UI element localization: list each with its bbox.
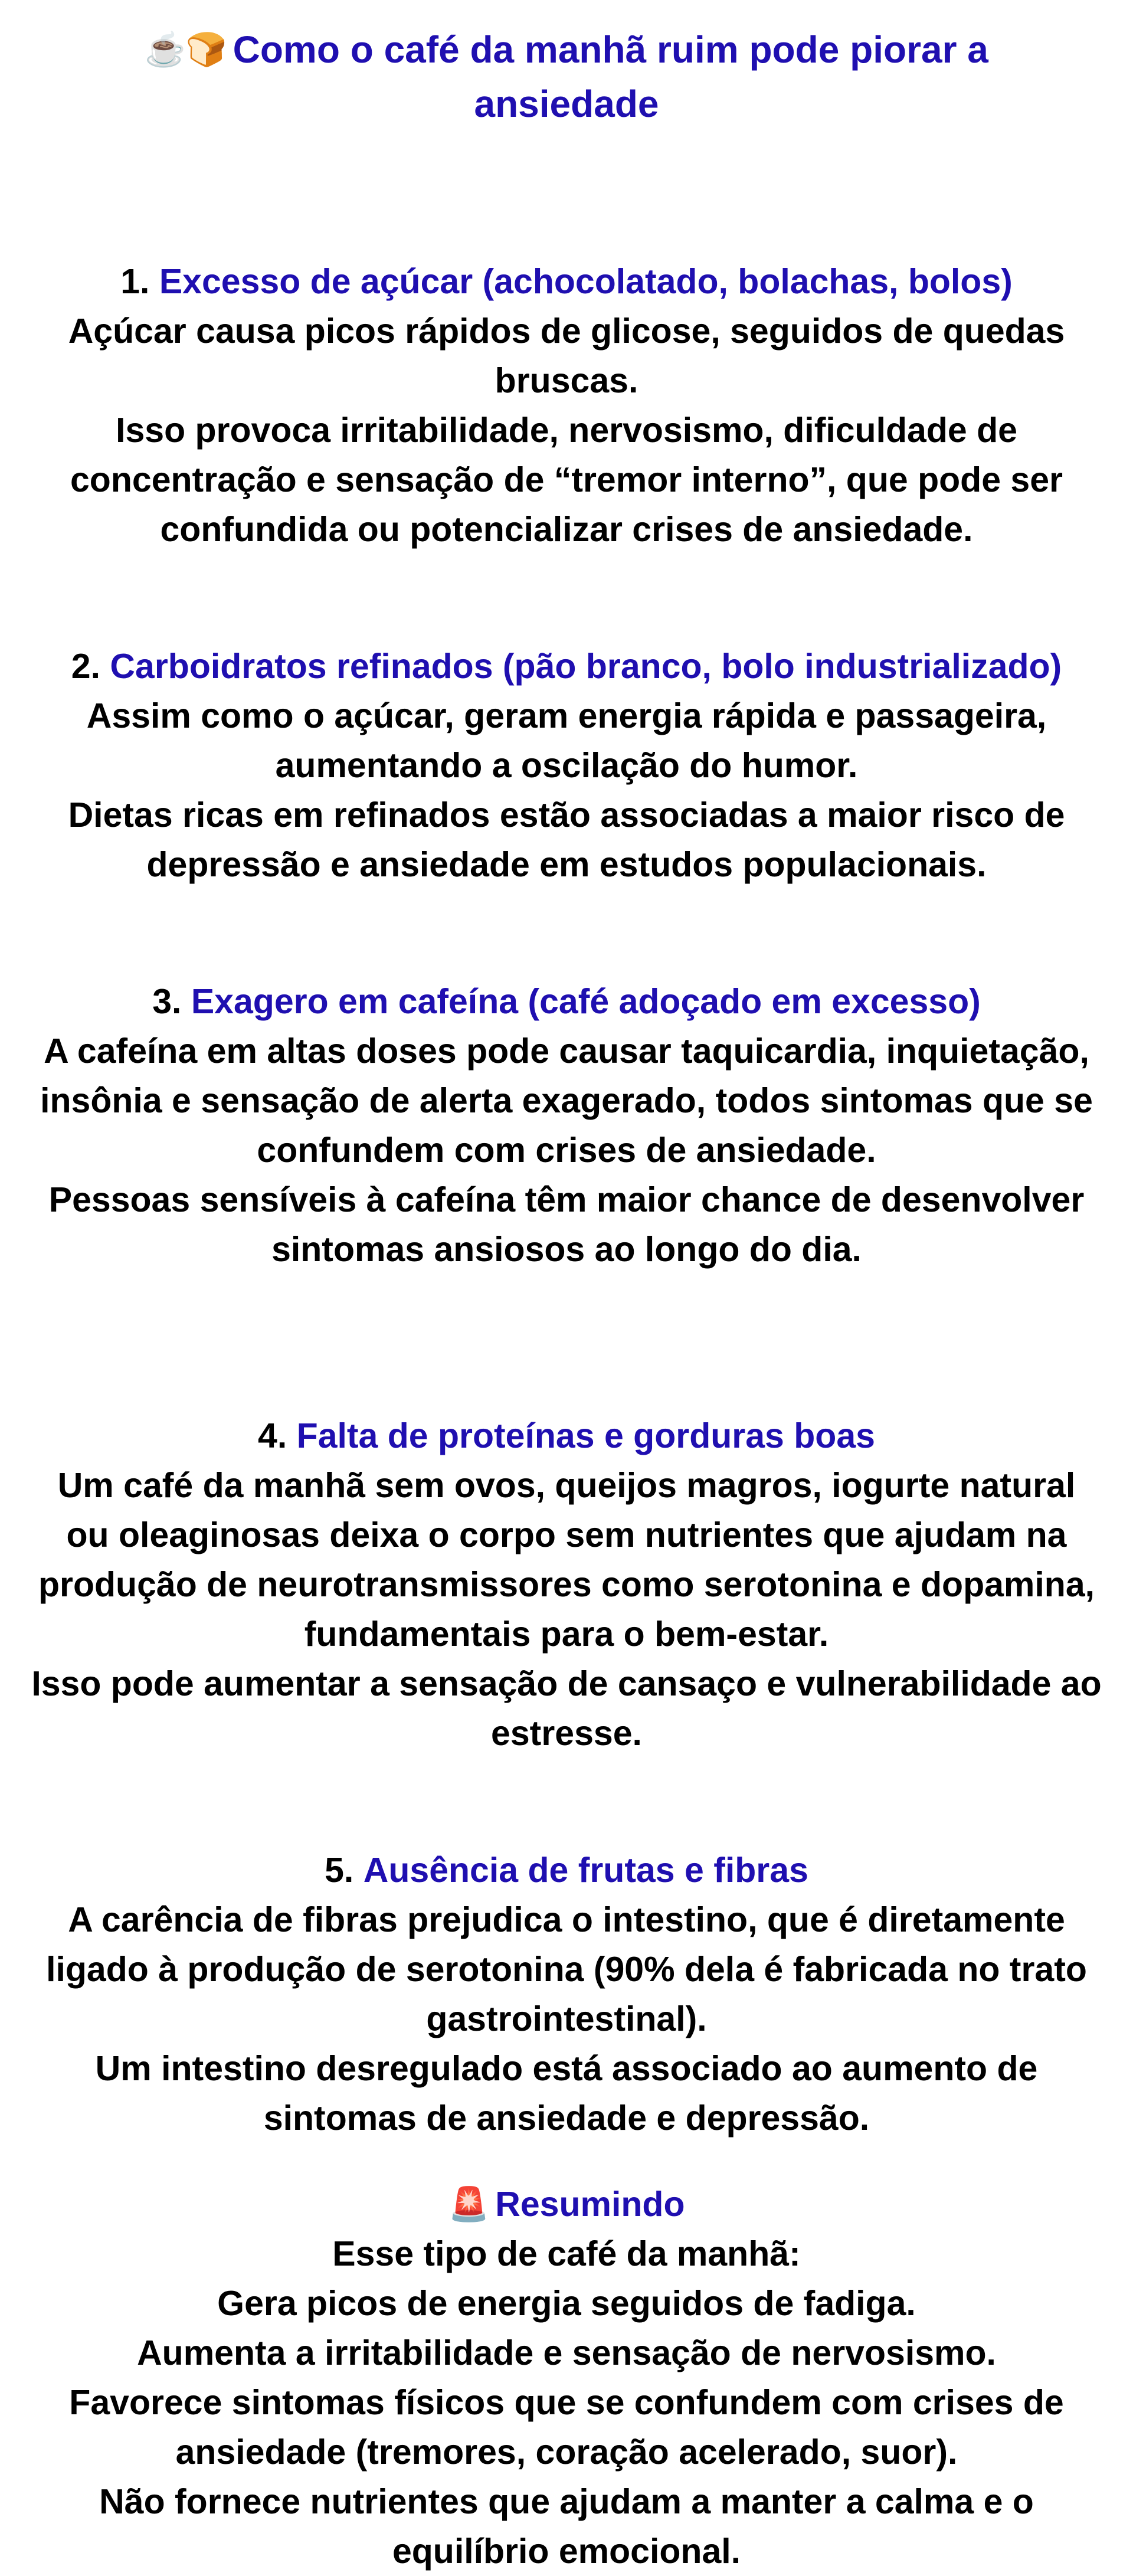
section-text-line <box>0 1175 1133 1225</box>
summary-line <box>0 2328 1133 2378</box>
text: Um intestino desregulado está associado ao aumento de <box>95 2049 1038 2088</box>
text: Favorece sintomas físicos que se confundem com crises de <box>69 2383 1064 2422</box>
section-text-line <box>0 2044 1133 2093</box>
text: ansiedade (tremores, coração acelerado, suor). <box>175 2433 958 2472</box>
text: bruscas. <box>495 361 638 400</box>
text: gastrointestinal). <box>426 1999 707 2038</box>
section-heading-text: Falta de proteínas e gorduras boas <box>296 1416 875 1455</box>
text: ligado à produção de serotonina (90% dela é fabricada no trato <box>46 1950 1087 1989</box>
text: confundida ou potencializar crises de ansiedade. <box>160 510 973 549</box>
text: produção de neurotransmissores como serotonina e dopamina, <box>38 1565 1095 1604</box>
section-text-line <box>0 356 1133 405</box>
section-text-line <box>0 1510 1133 1560</box>
section-3 <box>0 977 1133 1274</box>
text: estresse. <box>491 1714 642 1753</box>
section-heading-text: Excesso de açúcar (achocolatado, bolachas, bolos) <box>159 262 1013 301</box>
section-text-line <box>0 505 1133 554</box>
section-text-line <box>0 1560 1133 1609</box>
summary-section <box>0 2179 1133 2576</box>
section-text-line <box>0 1225 1133 1274</box>
text: Dietas ricas em refinados estão associadas a maior risco de <box>68 796 1065 834</box>
summary-line <box>0 2427 1133 2477</box>
text: Um café da manhã sem ovos, queijos magros, iogurte natural <box>57 1466 1076 1505</box>
section-heading <box>0 1411 1133 1461</box>
text: insônia e sensação de alerta exagerado, todos sintomas que se <box>40 1081 1093 1120</box>
section-number: 4. <box>258 1416 287 1455</box>
summary-line <box>0 2229 1133 2279</box>
section-5 <box>0 1845 1133 2143</box>
section-heading-text: Ausência de frutas e fibras <box>363 1851 808 1890</box>
section-heading <box>0 977 1133 1026</box>
text: Não fornece nutrientes que ajudam a manter a calma e o <box>99 2482 1034 2521</box>
text: Esse tipo de café da manhã: <box>332 2234 801 2273</box>
section-text-line <box>0 405 1133 455</box>
summary-line <box>0 2279 1133 2328</box>
text: confundem com crises de ansiedade. <box>257 1131 876 1170</box>
section-4 <box>0 1411 1133 1758</box>
text: sintomas ansiosos ao longo do dia. <box>271 1230 862 1269</box>
text: Açúcar causa picos rápidos de glicose, seguidos de quedas <box>68 312 1065 351</box>
section-number: 3. <box>152 982 182 1021</box>
section-2 <box>0 641 1133 889</box>
text: equilíbrio emocional. <box>392 2532 741 2571</box>
section-text-line <box>0 1609 1133 1659</box>
title-text: Como o café da manhã ruim pode piorar a <box>233 28 988 71</box>
summary-heading-text: Resumindo <box>495 2185 685 2224</box>
section-text-line <box>0 741 1133 790</box>
section-text-line <box>0 1125 1133 1175</box>
text: depressão e ansiedade em estudos populacionais. <box>146 845 987 884</box>
section-text-line <box>0 455 1133 505</box>
section-text-line <box>0 840 1133 889</box>
title-text: ansiedade <box>474 83 659 125</box>
section-text-line <box>0 1076 1133 1125</box>
page-title <box>0 22 1133 131</box>
section-text-line <box>0 2093 1133 2143</box>
title-line <box>0 22 1133 77</box>
section-text-line <box>0 1026 1133 1076</box>
section-number: 2. <box>71 647 100 686</box>
text: Gera picos de energia seguidos de fadiga. <box>217 2284 916 2323</box>
section-heading <box>0 1845 1133 1895</box>
section-heading-text: Carboidratos refinados (pão branco, bolo industrializado) <box>110 647 1062 686</box>
section-text-line <box>0 1659 1133 1708</box>
section-1 <box>0 257 1133 554</box>
text: fundamentais para o bem-estar. <box>304 1615 829 1654</box>
coffee-bread-icon: ☕🍞 <box>145 31 227 68</box>
text: Aumenta a irritabilidade e sensação de nervosismo. <box>137 2333 996 2372</box>
text: Assim como o açúcar, geram energia rápida e passageira, <box>86 696 1047 735</box>
text: Isso provoca irritabilidade, nervosismo, dificuldade de <box>116 411 1017 450</box>
text: A cafeína em altas doses pode causar taquicardia, inquietação, <box>44 1032 1089 1071</box>
section-text-line <box>0 306 1133 356</box>
summary-line <box>0 2526 1133 2576</box>
text: sintomas de ansiedade e depressão. <box>263 2099 870 2138</box>
text: Isso pode aumentar a sensação de cansaço e vulnerabilidade ao <box>31 1664 1102 1703</box>
section-heading-text: Exagero em cafeína (café adoçado em excesso) <box>191 982 981 1021</box>
text: Pessoas sensíveis à cafeína têm maior chance de desenvolver <box>48 1180 1085 1219</box>
section-text-line <box>0 1461 1133 1510</box>
section-text-line <box>0 691 1133 741</box>
text: concentração e sensação de “tremor interno”, que pode ser <box>70 460 1063 499</box>
section-text-line <box>0 1945 1133 1994</box>
section-text-line <box>0 1994 1133 2044</box>
siren-icon: 🚨 <box>448 2185 490 2223</box>
section-number: 5. <box>325 1851 354 1890</box>
title-line <box>0 77 1133 131</box>
text: aumentando a oscilação do humor. <box>275 746 858 785</box>
text: ou oleaginosas deixa o corpo sem nutrientes que ajudam na <box>66 1516 1067 1554</box>
text: A carência de fibras prejudica o intestino, que é diretamente <box>68 1900 1065 1939</box>
summary-line <box>0 2477 1133 2526</box>
section-text-line <box>0 790 1133 840</box>
section-heading <box>0 257 1133 306</box>
section-number: 1. <box>120 262 150 301</box>
section-text-line <box>0 1708 1133 1758</box>
section-text-line <box>0 1895 1133 1945</box>
section-heading <box>0 641 1133 691</box>
summary-line <box>0 2378 1133 2427</box>
summary-heading <box>0 2179 1133 2229</box>
